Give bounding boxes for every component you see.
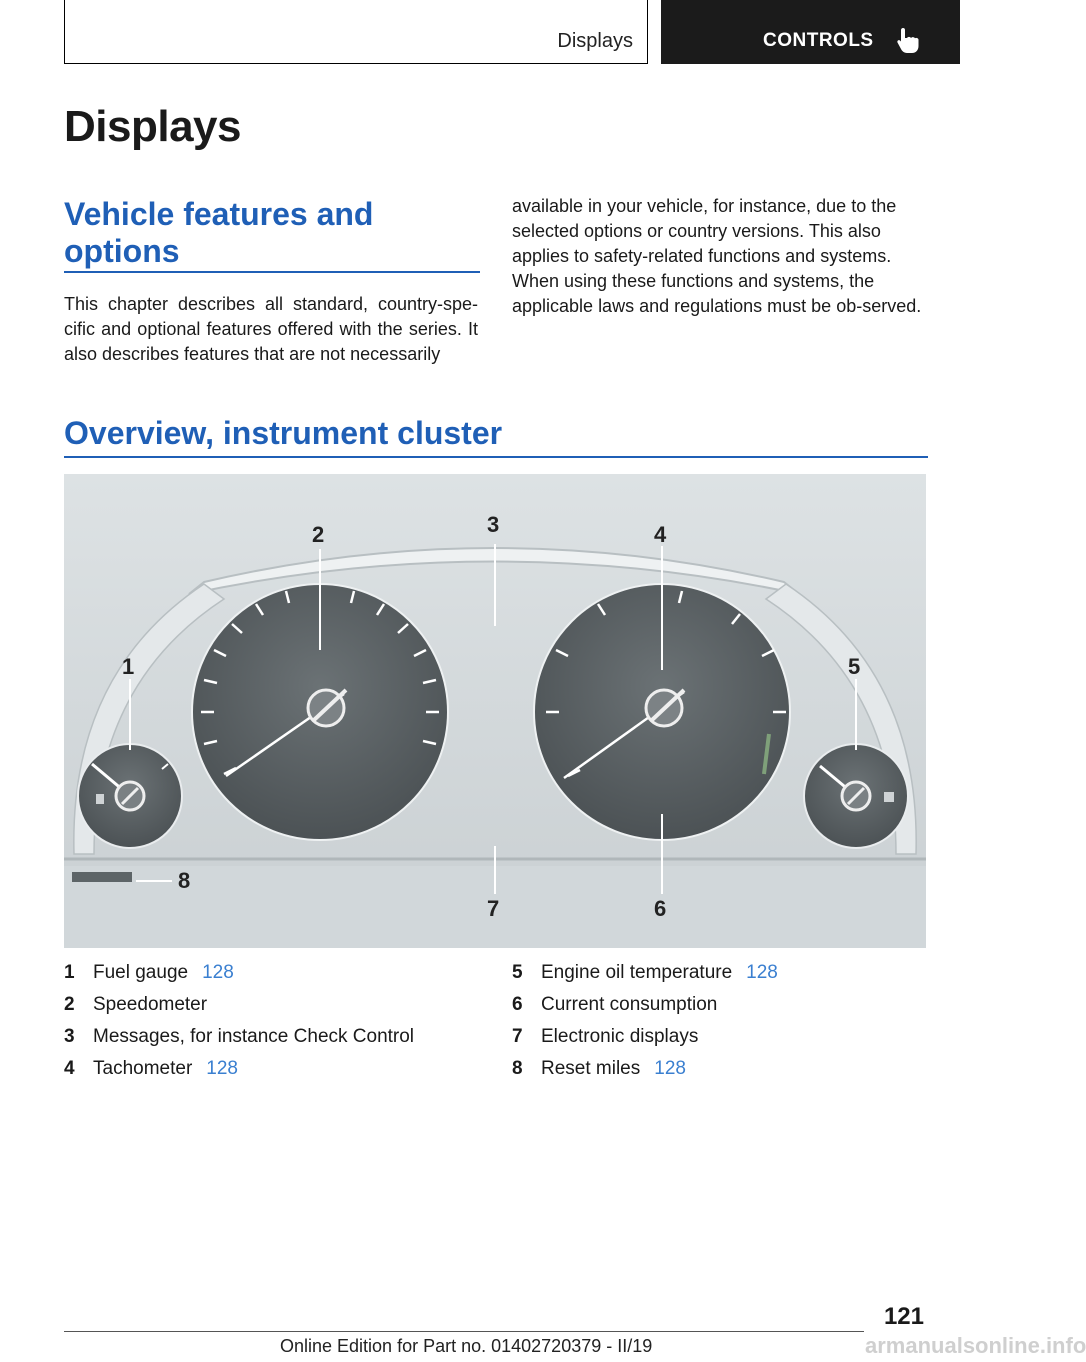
footer-watermark: armanualsonline.info	[865, 1333, 1086, 1358]
legend-item: 2 Speedometer	[64, 994, 208, 1015]
fuel-gauge	[78, 742, 182, 848]
page-number: 121	[883, 1303, 924, 1330]
header-chapter-label: CONTROLS	[763, 30, 874, 51]
callout-3: 3	[487, 512, 500, 537]
callout-5: 5	[848, 654, 861, 679]
legend-item: 8 Reset miles 128	[512, 1056, 932, 1088]
intro-paragraph-right: available in your vehicle, for instance, due to the selected options or country versions. This also applies to safety-related functions and systems. When using these functions and systems, the applicable laws and regulations must be ob-served.	[512, 196, 922, 316]
reset-miles-marker	[72, 872, 132, 882]
legend-item: 3 Messages, for instance Check Control	[64, 1026, 415, 1047]
legend-item: 1 Fuel gauge 128	[64, 960, 484, 992]
legend-list-right	[512, 960, 932, 1088]
legend-item: 7 Electronic displays	[512, 1026, 699, 1047]
page-ref-link[interactable]: 128	[746, 962, 778, 983]
callout-6: 6	[654, 896, 667, 921]
section-heading-vehicle-features: Vehicle features and options	[64, 196, 374, 269]
callout-8: 8	[178, 868, 191, 893]
page-title: Displays	[64, 102, 241, 151]
page-ref-link[interactable]: 128	[206, 1058, 238, 1079]
oil-temperature-gauge	[804, 742, 908, 848]
callout-7: 7	[487, 896, 500, 921]
section-heading-instrument-cluster: Overview, instrument cluster	[64, 415, 503, 451]
header-chapter-box	[661, 0, 960, 64]
page-ref-link[interactable]: 128	[654, 1058, 686, 1079]
page-ref-link[interactable]: 128	[202, 962, 234, 983]
intro-paragraph-left: This chapter describes all standard, country-spe-cific and optional features offered with the series. It also describes features that are not necessarily	[64, 294, 478, 364]
legend-item: 5 Engine oil temperature 128	[512, 960, 932, 992]
callout-4: 4	[654, 522, 667, 547]
footer-edition: Online Edition for Part no. 01402720379 - II/19	[280, 1336, 653, 1356]
footer-divider	[64, 1331, 864, 1332]
callout-2: 2	[312, 522, 325, 547]
section-divider	[64, 271, 480, 273]
header-section-box	[64, 0, 648, 64]
legend-list-left	[64, 960, 484, 1088]
pointing-hand-icon	[895, 26, 921, 54]
legend-item: 4 Tachometer 128	[64, 1056, 484, 1088]
header-section-label: Displays	[557, 30, 633, 52]
section-divider	[64, 456, 928, 458]
callout-1: 1	[122, 654, 135, 679]
instrument-cluster-illustration	[64, 474, 926, 948]
legend-item: 6 Current consumption	[512, 994, 718, 1015]
